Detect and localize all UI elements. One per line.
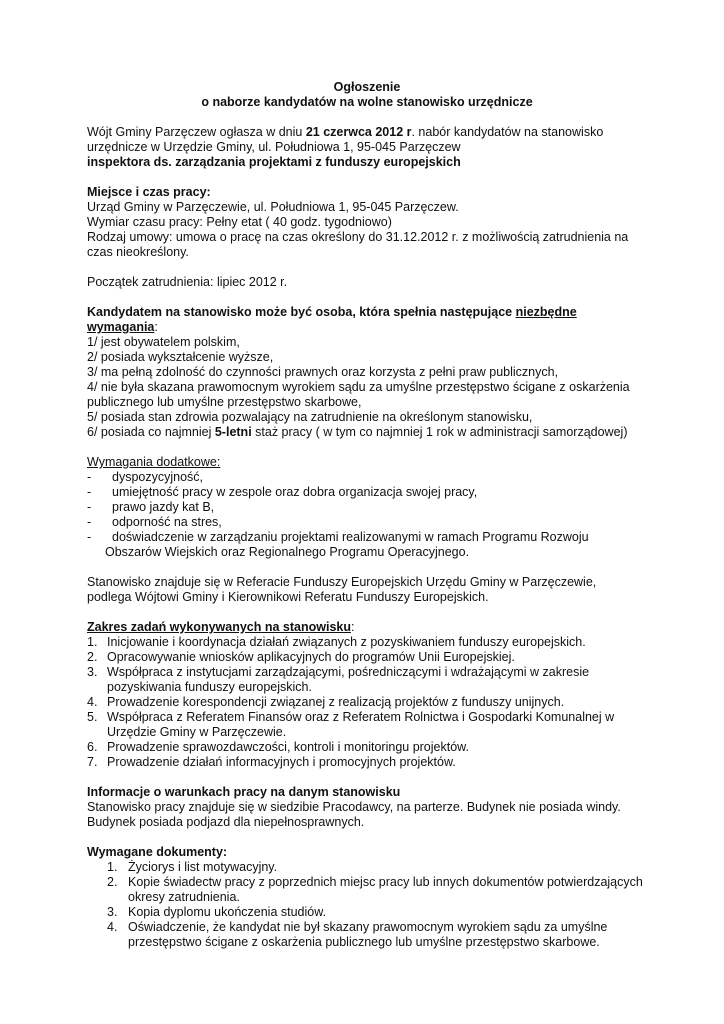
tasks-list <box>87 635 647 770</box>
additional-item <box>87 530 647 545</box>
requirement-item: 5/ posiada stan zdrowia pozwalający na zatrudnienie na określonym stanowisku, <box>87 410 533 424</box>
document-item-cont <box>87 935 647 950</box>
task-item <box>87 755 647 770</box>
item-number: 2. <box>87 650 98 664</box>
task-item-cont <box>87 680 647 695</box>
requirement-item: 1/ jest obywatelem polskim, <box>87 335 240 349</box>
document-item <box>87 920 647 935</box>
requirement-6-text-cont: staż pracy ( w tym co najmniej 1 rok w administracji samorządowej) <box>251 425 628 439</box>
item-number: 7. <box>87 755 98 769</box>
item-number: 4. <box>107 920 118 934</box>
item-number: 6. <box>87 740 98 754</box>
dash-marker: - <box>87 500 92 514</box>
requirement-6-years: 5-letni <box>214 425 252 439</box>
requirement-item: 4/ nie była skazana prawomocnym wyrokiem sądu za umyślne przestępstwo ścigane z oskarżenia <box>87 380 630 394</box>
intro-line-2: urzędnicze w Urzędzie Gminy, ul. Południowa 1, 95-045 Parzęczew <box>87 140 461 154</box>
requirements-heading-emphasis: niezbędne wymagania <box>87 305 577 334</box>
task-item <box>87 650 647 665</box>
task-item-text: Urzędzie Gminy w Parzęczewie. <box>107 725 287 739</box>
dash-marker: - <box>87 515 92 529</box>
requirement-item: 2/ posiada wykształcenie wyższe, <box>87 350 274 364</box>
dash-marker: - <box>87 485 92 499</box>
document-item-text: okresy zatrudnienia. <box>128 890 240 904</box>
item-number: 1. <box>107 860 118 874</box>
additional-item <box>87 515 647 530</box>
conditions-heading: Informacje o warunkach pracy na danym stanowisku <box>87 785 401 799</box>
document-item <box>87 860 647 875</box>
position-title: inspektora ds. zarządzania projektami z funduszy europejskich <box>87 155 461 169</box>
item-number: 3. <box>107 905 118 919</box>
task-item <box>87 695 647 710</box>
place-address: Urząd Gminy w Parzęczewie, ul. Południowa 1, 95-045 Parzęczew. <box>87 200 459 214</box>
item-number: 1. <box>87 635 98 649</box>
additional-item <box>87 500 647 515</box>
task-item-text: Opracowywanie wniosków aplikacyjnych do programów Unii Europejskiej. <box>107 650 515 664</box>
task-item-text: Inicjowanie i koordynacja działań związanych z pozyskiwaniem funduszy europejskich. <box>107 635 586 649</box>
task-item-text: Współpraca z Referatem Finansów oraz z Referatem Rolnictwa i Gospodarki Komunalnej w <box>107 710 615 724</box>
document-item-text: Oświadczenie, że kandydat nie był skazany prawomocnym wyrokiem sądu za umyślne <box>128 920 608 934</box>
document-item-text: przestępstwo ścigane z oskarżenia publicznego lub umyślne przestępstwo skarbowe. <box>128 935 600 949</box>
documents-list <box>87 860 647 950</box>
task-item-cont <box>87 725 647 740</box>
requirements-heading-text: Kandydatem na stanowisko może być osoba, która spełnia następujące <box>87 305 516 319</box>
intro-date: 21 czerwca 2012 r <box>305 125 412 139</box>
additional-item-text: odporność na stres, <box>112 515 222 529</box>
document-item <box>87 905 647 920</box>
dash-marker: - <box>87 470 92 484</box>
tasks-heading <box>87 620 647 635</box>
contract-type-cont: czas nieokreślony. <box>87 245 189 259</box>
requirement-6-text: 6/ posiada co najmniej <box>87 425 215 439</box>
conditions-line-1: Stanowisko pracy znajduje się w siedzibie Pracodawcy, na parterze. Budynek nie posiada windy. <box>87 800 621 814</box>
task-item-text: pozyskiwania funduszy europejskich. <box>107 680 312 694</box>
intro-text: Wójt Gminy Parzęczew ogłasza w dniu <box>87 125 306 139</box>
additional-item-cont: Obszarów Wiejskich oraz Regionalnego Programu Operacyjnego. <box>105 545 470 559</box>
additional-heading: Wymagania dodatkowe: <box>87 455 221 469</box>
additional-item <box>87 470 647 485</box>
place-heading: Miejsce i czas pracy: <box>87 185 211 199</box>
document-item-text: Kopie świadectw pracy z poprzednich miejsc pracy lub innych dokumentów potwierdzających <box>128 875 643 889</box>
document-item <box>87 875 647 890</box>
intro-line-1 <box>87 125 647 140</box>
item-number: 3. <box>87 665 98 679</box>
additional-item-text: prawo jazdy kat B, <box>112 500 215 514</box>
item-number: 2. <box>107 875 118 889</box>
requirements-heading <box>87 305 647 335</box>
task-item-text: Prowadzenie sprawozdawczości, kontroli i monitoringu projektów. <box>107 740 469 754</box>
requirement-item-cont: publicznego lub umyślne przestępstwo skarbowe, <box>87 395 362 409</box>
document-subtitle: o naborze kandydatów na wolne stanowisko urzędnicze <box>201 95 533 109</box>
requirements-heading-colon: : <box>154 320 158 334</box>
task-item <box>87 710 647 725</box>
document-item-text: Kopia dyplomu ukończenia studiów. <box>128 905 327 919</box>
additional-item-text: doświadczenie w zarządzaniu projektami realizowanymi w ramach Programu Rozwoju <box>112 530 589 544</box>
tasks-heading-colon: : <box>350 620 355 634</box>
dash-marker: - <box>87 530 92 544</box>
start-date: Początek zatrudnienia: lipiec 2012 r. <box>87 275 288 289</box>
work-time: Wymiar czasu pracy: Pełny etat ( 40 godz. tygodniowo) <box>87 215 392 229</box>
item-number: 4. <box>87 695 98 709</box>
requirement-item <box>87 425 647 440</box>
location-line-2: podlega Wójtowi Gminy i Kierownikowi Referatu Funduszy Europejskich. <box>87 590 489 604</box>
conditions-line-2: Budynek posiada podjazd dla niepełnosprawnych. <box>87 815 365 829</box>
location-line-1: Stanowisko znajduje się w Referacie Funduszy Europejskich Urzędu Gminy w Parzęczewie, <box>87 575 597 589</box>
item-number: 5. <box>87 710 98 724</box>
task-item-text: Prowadzenie działań informacyjnych i promocyjnych projektów. <box>107 755 456 769</box>
tasks-heading-text: Zakres zadań wykonywanych na stanowisku <box>87 620 351 634</box>
document-page <box>87 80 647 950</box>
task-item <box>87 665 647 680</box>
task-item-text: Współpraca z instytucjami zarządzającymi, pośredniczącymi i wdrażającymi w zakresie <box>107 665 590 679</box>
additional-item-text: dyspozycyjność, <box>112 470 204 484</box>
intro-text-cont: . nabór kandydatów na stanowisko <box>411 125 604 139</box>
requirement-item: 3/ ma pełną zdolność do czynności prawnych oraz korzysta z pełni praw publicznych, <box>87 365 559 379</box>
document-item-text: Życiorys i list motywacyjny. <box>128 860 278 874</box>
documents-heading: Wymagane dokumenty: <box>87 845 228 859</box>
task-item <box>87 635 647 650</box>
additional-item-text: umiejętność pracy w zespole oraz dobra organizacja swojej pracy, <box>112 485 478 499</box>
contract-type: Rodzaj umowy: umowa o pracę na czas określony do 31.12.2012 r. z możliwością zatrudnienia na <box>87 230 629 244</box>
task-item <box>87 740 647 755</box>
document-title: Ogłoszenie <box>333 80 401 94</box>
document-item-cont <box>87 890 647 905</box>
task-item-text: Prowadzenie korespondencji związanej z realizacją projektów z funduszy unijnych. <box>107 695 565 709</box>
additional-item <box>87 485 647 500</box>
